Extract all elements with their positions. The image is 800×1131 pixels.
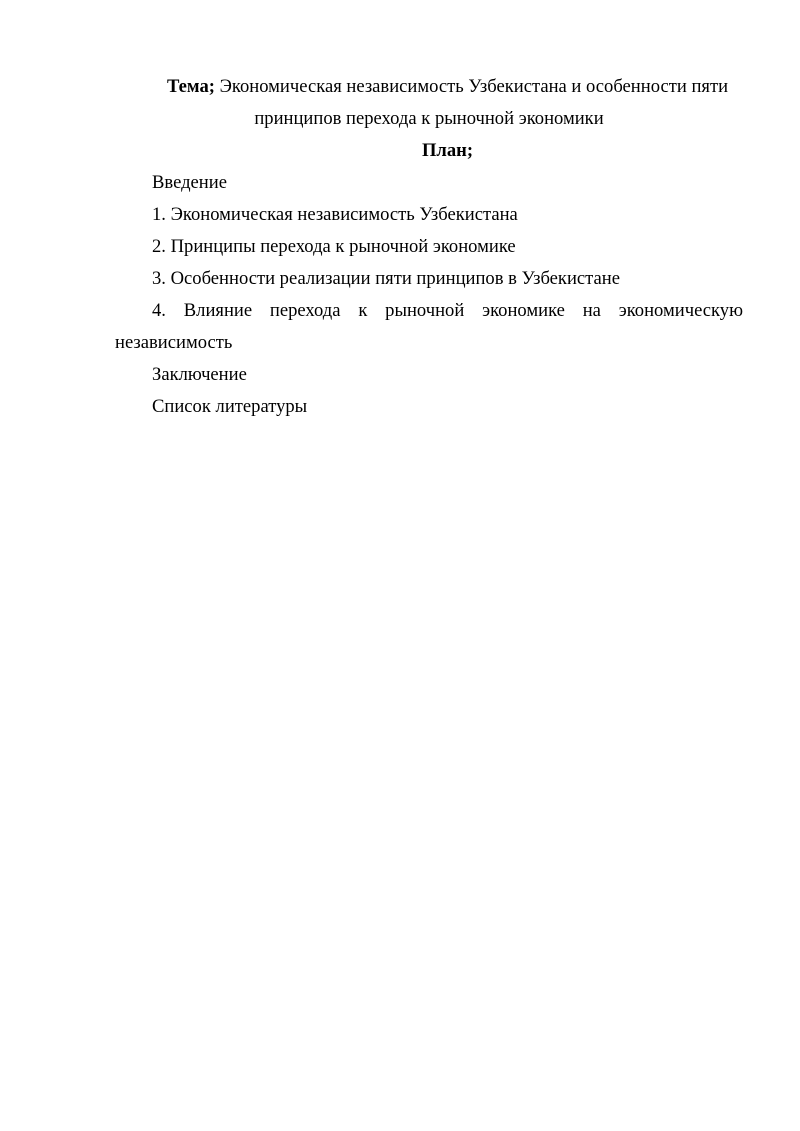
topic-title (115, 71, 743, 135)
plan-item-references: Список литературы (152, 396, 308, 417)
topic-label: Тема; (166, 76, 215, 97)
plan-item-introduction: Введение (152, 172, 227, 193)
topic-text: Экономическая независимость Узбекистана и особенности пяти принципов перехода к рыночной экономики (214, 76, 729, 129)
plan-item-1: 1. Экономическая независимость Узбекистана (152, 204, 518, 225)
plan-item-2: 2. Принципы перехода к рыночной экономике (152, 236, 516, 257)
plan-item-4: 4. Влияние перехода к рыночной экономике на экономическую независимость (115, 300, 743, 353)
plan-item-3: 3. Особенности реализации пяти принципов в Узбекистане (152, 268, 620, 289)
plan-item-conclusion: Заключение (152, 364, 247, 385)
document-body (115, 71, 743, 423)
plan-heading: План; (421, 140, 474, 161)
plan-list (115, 167, 743, 423)
